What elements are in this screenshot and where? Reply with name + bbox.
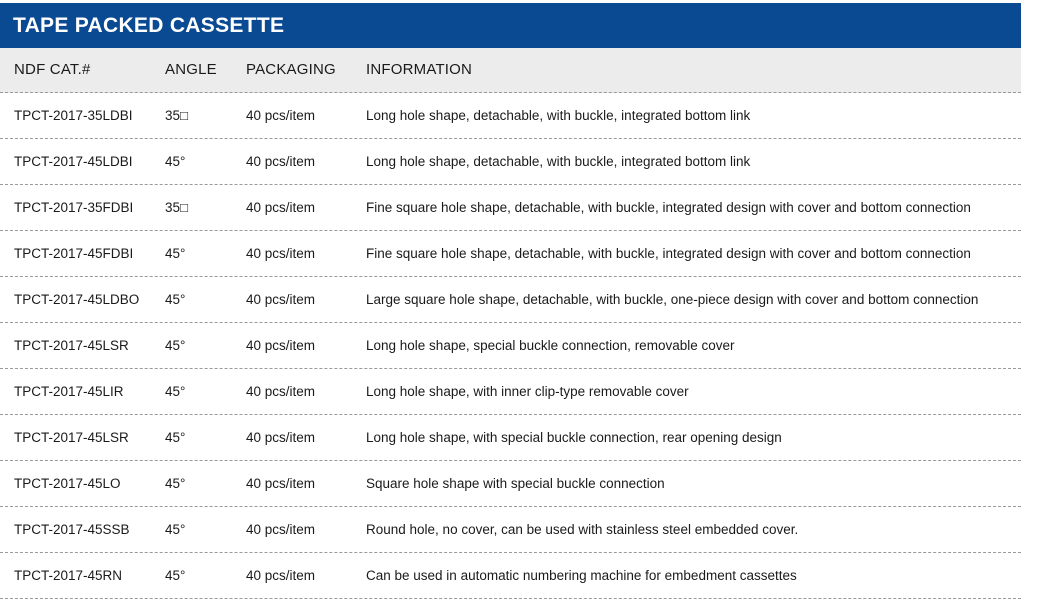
angle-cell: 45° bbox=[165, 338, 186, 353]
table-row bbox=[0, 461, 1021, 507]
angle-cell: 45° bbox=[165, 430, 186, 445]
angle-cell: 45° bbox=[165, 568, 186, 583]
cat-cell: TPCT-2017-35FDBI bbox=[14, 200, 134, 215]
cat-cell: TPCT-2017-45FDBI bbox=[14, 246, 134, 261]
angle-cell: 45° bbox=[165, 522, 186, 537]
angle-cell: 45° bbox=[165, 384, 186, 399]
information-cell: Square hole shape with special buckle connection bbox=[366, 476, 665, 491]
cat-cell: TPCT-2017-45LDBI bbox=[14, 154, 133, 169]
cat-cell: TPCT-2017-45RN bbox=[14, 568, 123, 583]
column-header-angle: ANGLE bbox=[165, 61, 217, 78]
packaging-cell: 40 pcs/item bbox=[246, 384, 316, 399]
table-row bbox=[0, 277, 1021, 323]
cat-cell: TPCT-2017-35LDBI bbox=[14, 108, 133, 123]
information-cell: Fine square hole shape, detachable, with buckle, integrated design with cover and bottom connection bbox=[366, 246, 971, 261]
table-row bbox=[0, 369, 1021, 415]
information-cell: Fine square hole shape, detachable, with buckle, integrated design with cover and bottom connection bbox=[366, 200, 971, 215]
table-row bbox=[0, 231, 1021, 277]
packaging-cell: 40 pcs/item bbox=[246, 292, 316, 307]
packaging-cell: 40 pcs/item bbox=[246, 338, 316, 353]
packaging-cell: 40 pcs/item bbox=[246, 154, 316, 169]
table-header-row bbox=[0, 48, 1021, 93]
table-row bbox=[0, 415, 1021, 461]
angle-cell: 35□ bbox=[165, 108, 189, 123]
packaging-cell: 40 pcs/item bbox=[246, 522, 316, 537]
column-header-cat: NDF CAT.# bbox=[14, 61, 91, 78]
angle-cell: 45° bbox=[165, 476, 186, 491]
information-cell: Large square hole shape, detachable, with buckle, one-piece design with cover and bottom connection bbox=[366, 292, 979, 307]
packaging-cell: 40 pcs/item bbox=[246, 476, 316, 491]
table-row bbox=[0, 139, 1021, 185]
information-cell: Long hole shape, with inner clip-type removable cover bbox=[366, 384, 689, 399]
table-row bbox=[0, 185, 1021, 231]
table-row bbox=[0, 93, 1021, 139]
table-title: TAPE PACKED CASSETTE bbox=[13, 13, 285, 37]
angle-cell: 45° bbox=[165, 154, 186, 169]
angle-cell: 45° bbox=[165, 246, 186, 261]
information-cell: Long hole shape, detachable, with buckle, integrated bottom link bbox=[366, 108, 751, 123]
cat-cell: TPCT-2017-45LSR bbox=[14, 430, 129, 445]
column-header-information: INFORMATION bbox=[366, 61, 473, 78]
cat-cell: TPCT-2017-45LIR bbox=[14, 384, 124, 399]
cat-cell: TPCT-2017-45LDBO bbox=[14, 292, 140, 307]
angle-cell: 35□ bbox=[165, 200, 189, 215]
table-row bbox=[0, 507, 1021, 553]
information-cell: Round hole, no cover, can be used with stainless steel embedded cover. bbox=[366, 522, 799, 537]
table-body bbox=[0, 93, 1021, 599]
information-cell: Can be used in automatic numbering machine for embedment cassettes bbox=[366, 568, 797, 583]
packaging-cell: 40 pcs/item bbox=[246, 108, 316, 123]
packaging-cell: 40 pcs/item bbox=[246, 568, 316, 583]
cat-cell: TPCT-2017-45SSB bbox=[14, 522, 130, 537]
title-bar bbox=[0, 3, 1021, 48]
cat-cell: TPCT-2017-45LSR bbox=[14, 338, 129, 353]
cat-cell: TPCT-2017-45LO bbox=[14, 476, 121, 491]
information-cell: Long hole shape, with special buckle connection, rear opening design bbox=[366, 430, 782, 445]
angle-cell: 45° bbox=[165, 292, 186, 307]
table-row bbox=[0, 323, 1021, 369]
packaging-cell: 40 pcs/item bbox=[246, 246, 316, 261]
packaging-cell: 40 pcs/item bbox=[246, 430, 316, 445]
information-cell: Long hole shape, detachable, with buckle, integrated bottom link bbox=[366, 154, 751, 169]
column-header-packaging: PACKAGING bbox=[246, 61, 336, 78]
packaging-cell: 40 pcs/item bbox=[246, 200, 316, 215]
information-cell: Long hole shape, special buckle connection, removable cover bbox=[366, 338, 735, 353]
table-row bbox=[0, 553, 1021, 599]
